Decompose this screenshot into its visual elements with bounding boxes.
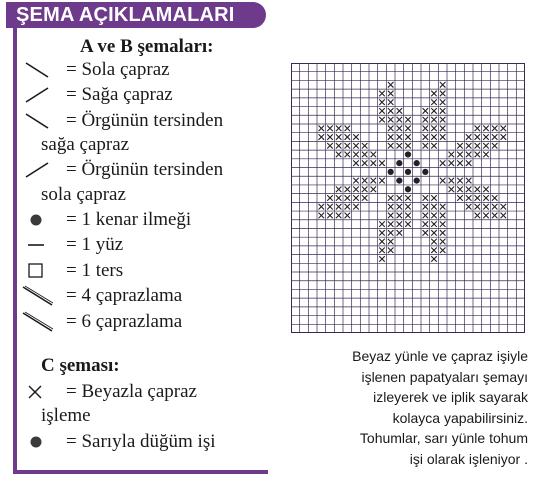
legend-label: = Örgünün tersinden	[66, 109, 224, 131]
caption-line: Beyaz yünle ve çapraz işiyle	[352, 348, 528, 364]
knot-dot	[396, 160, 402, 166]
chart-c-grid	[291, 63, 525, 338]
caption-line: kolayca yapabilirsiniz.	[392, 409, 528, 426]
caption-line: işlenen papatyaları şemayı	[361, 368, 528, 385]
legend-row	[0, 310, 270, 334]
legend-label: = 1 yüz	[66, 234, 124, 256]
legend-row	[0, 158, 270, 205]
legend-row	[0, 208, 270, 232]
knot-dot	[388, 169, 394, 175]
caption-line: izleyerek ve iplik sayarak	[373, 389, 528, 405]
legend-label: = 6 çaprazlama	[66, 310, 183, 332]
knot-dot	[414, 177, 420, 183]
caption-text	[296, 346, 528, 469]
knot-dot	[422, 169, 428, 175]
ab-section-title: A ve B şemaları:	[80, 36, 214, 57]
legend-row	[0, 259, 270, 283]
c-section-title: C şeması:	[41, 355, 120, 376]
caption-line: işi olarak işleniyor .	[409, 450, 528, 467]
legend-label: işleme	[41, 405, 91, 427]
legend-label: = Örgünün tersinden	[66, 159, 224, 181]
legend-row	[0, 284, 270, 308]
legend-label: = 1 ters	[66, 259, 124, 281]
legend-label: = Sarıyla düğüm işi	[66, 430, 216, 452]
knot-dot	[414, 160, 420, 166]
legend-label: sola çapraz	[41, 183, 126, 205]
knot-dot	[396, 177, 402, 183]
heading-title: ŞEMA AÇIKLAMALARI	[16, 4, 235, 26]
frame-bottom-border	[13, 470, 268, 474]
legend-label: = Sağa çapraz	[66, 84, 173, 106]
long-backslash-icon	[22, 310, 56, 339]
legend-label: = 4 çaprazlama	[66, 285, 183, 307]
legend-label: sağa çapraz	[41, 133, 130, 155]
knot-dot	[405, 151, 411, 157]
legend-row	[0, 233, 270, 257]
filled-dot-icon	[22, 430, 56, 459]
knot-dot	[405, 169, 411, 175]
legend-row	[0, 58, 270, 82]
knot-dot	[405, 186, 411, 192]
legend-row	[0, 109, 270, 155]
legend-row	[0, 380, 270, 427]
legend-row	[0, 430, 270, 454]
legend-label: = 1 kenar ilmeği	[66, 209, 192, 230]
heading-banner	[6, 2, 266, 28]
legend-row	[0, 83, 270, 107]
caption-line: Tohumlar, sarı yünle tohum	[359, 430, 528, 446]
legend-label: = Sola çapraz	[66, 59, 170, 80]
legend-label: = Beyazla çapraz	[66, 381, 197, 402]
